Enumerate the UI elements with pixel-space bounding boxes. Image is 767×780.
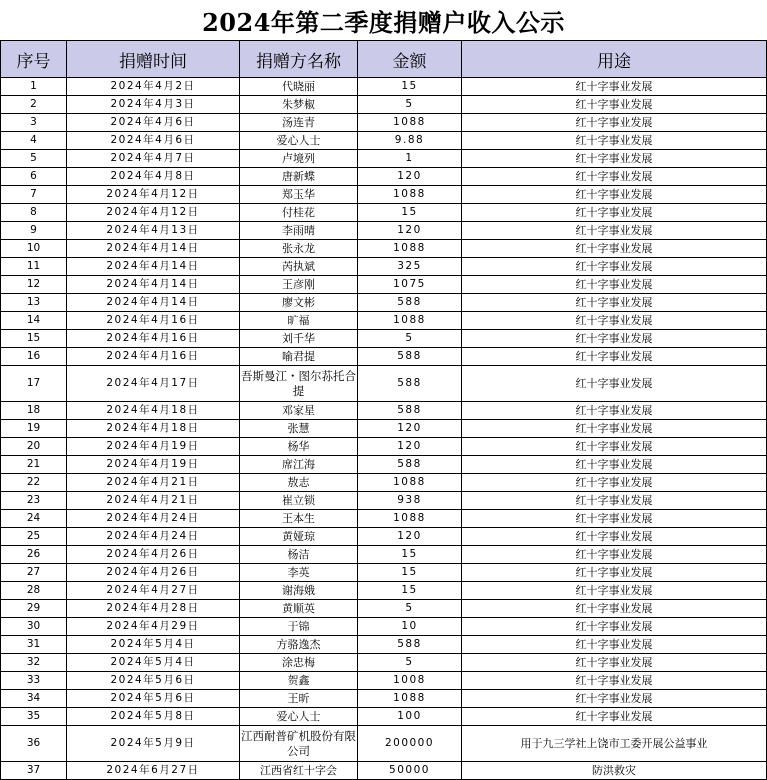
donation-date: 2024年4月27日 — [67, 582, 240, 600]
donation-amount: 1 — [358, 150, 462, 168]
donation-purpose: 红十字事业发展 — [462, 366, 767, 402]
donation-purpose: 红十字事业发展 — [462, 114, 767, 132]
donation-amount: 15 — [358, 78, 462, 96]
donation-amount: 1088 — [358, 474, 462, 492]
row-number: 24 — [1, 510, 67, 528]
donation-date: 2024年4月12日 — [67, 204, 240, 222]
donation-amount: 588 — [358, 366, 462, 402]
table-row — [1, 96, 767, 114]
donation-purpose: 红十字事业发展 — [462, 312, 767, 330]
donor-name: 唐新蝶 — [240, 168, 358, 186]
donation-purpose: 红十字事业发展 — [462, 474, 767, 492]
row-number: 18 — [1, 402, 67, 420]
row-number: 32 — [1, 654, 67, 672]
table-row — [1, 708, 767, 726]
row-number: 35 — [1, 708, 67, 726]
page-title: 2024年第二季度捐赠户收入公示 — [0, 0, 767, 41]
donation-amount: 5 — [358, 600, 462, 618]
donor-name: 黄顺英 — [240, 600, 358, 618]
donor-name: 邓家星 — [240, 402, 358, 420]
row-number: 31 — [1, 636, 67, 654]
donation-purpose: 红十字事业发展 — [462, 672, 767, 690]
table-row — [1, 762, 767, 780]
donation-date: 2024年4月16日 — [67, 330, 240, 348]
row-number: 6 — [1, 168, 67, 186]
donation-amount: 15 — [358, 546, 462, 564]
row-number: 9 — [1, 222, 67, 240]
donation-purpose: 红十字事业发展 — [462, 96, 767, 114]
donation-date: 2024年4月17日 — [67, 366, 240, 402]
donation-purpose: 红十字事业发展 — [462, 132, 767, 150]
table-row — [1, 150, 767, 168]
donation-purpose: 红十字事业发展 — [462, 330, 767, 348]
donor-name: 刘千华 — [240, 330, 358, 348]
donation-date: 2024年4月21日 — [67, 474, 240, 492]
donation-date: 2024年4月26日 — [67, 546, 240, 564]
table-row — [1, 690, 767, 708]
table-row — [1, 510, 767, 528]
donation-date: 2024年4月19日 — [67, 456, 240, 474]
donor-name: 涂忠梅 — [240, 654, 358, 672]
donation-date: 2024年5月9日 — [67, 726, 240, 762]
donation-date: 2024年4月21日 — [67, 492, 240, 510]
row-number: 17 — [1, 366, 67, 402]
donation-date: 2024年4月24日 — [67, 528, 240, 546]
donor-name: 谢海娥 — [240, 582, 358, 600]
table-row — [1, 78, 767, 96]
donation-purpose: 红十字事业发展 — [462, 78, 767, 96]
table-row — [1, 132, 767, 150]
donation-table — [0, 40, 767, 780]
donor-name: 李雨晴 — [240, 222, 358, 240]
donation-amount: 120 — [358, 420, 462, 438]
row-number: 3 — [1, 114, 67, 132]
table-row — [1, 240, 767, 258]
donation-date: 2024年5月4日 — [67, 654, 240, 672]
donor-name: 郑玉华 — [240, 186, 358, 204]
table-row — [1, 420, 767, 438]
donor-name: 张永龙 — [240, 240, 358, 258]
donation-date: 2024年4月14日 — [67, 276, 240, 294]
donation-purpose: 红十字事业发展 — [462, 150, 767, 168]
donor-name: 方骆逸杰 — [240, 636, 358, 654]
row-number: 8 — [1, 204, 67, 222]
row-number: 34 — [1, 690, 67, 708]
table-row — [1, 348, 767, 366]
donation-date: 2024年4月19日 — [67, 438, 240, 456]
donation-purpose: 红十字事业发展 — [462, 186, 767, 204]
donation-amount: 1008 — [358, 672, 462, 690]
table-row — [1, 474, 767, 492]
donation-amount: 588 — [358, 402, 462, 420]
donor-name: 喻君提 — [240, 348, 358, 366]
donation-amount: 15 — [358, 204, 462, 222]
row-number: 13 — [1, 294, 67, 312]
donor-name: 王本生 — [240, 510, 358, 528]
donation-purpose: 红十字事业发展 — [462, 546, 767, 564]
row-number: 12 — [1, 276, 67, 294]
donation-date: 2024年4月18日 — [67, 402, 240, 420]
donation-date: 2024年4月16日 — [67, 312, 240, 330]
table-row — [1, 636, 767, 654]
donation-amount: 5 — [358, 330, 462, 348]
donation-purpose: 红十字事业发展 — [462, 438, 767, 456]
donation-purpose: 红十字事业发展 — [462, 528, 767, 546]
donation-purpose: 红十字事业发展 — [462, 456, 767, 474]
donation-date: 2024年4月16日 — [67, 348, 240, 366]
donation-amount: 200000 — [358, 726, 462, 762]
table-row — [1, 726, 767, 762]
table-row — [1, 528, 767, 546]
donor-name: 江西耐普矿机股份有限公司 — [240, 726, 358, 762]
donation-amount: 588 — [358, 348, 462, 366]
donation-amount: 588 — [358, 636, 462, 654]
table-header-row — [1, 41, 767, 78]
donor-name: 旷福 — [240, 312, 358, 330]
table-row — [1, 546, 767, 564]
donor-name: 贺鑫 — [240, 672, 358, 690]
row-number: 14 — [1, 312, 67, 330]
donation-date: 2024年4月3日 — [67, 96, 240, 114]
donation-date: 2024年4月12日 — [67, 186, 240, 204]
row-number: 16 — [1, 348, 67, 366]
donation-purpose: 红十字事业发展 — [462, 636, 767, 654]
donation-amount: 5 — [358, 654, 462, 672]
donation-amount: 50000 — [358, 762, 462, 780]
row-number: 25 — [1, 528, 67, 546]
table-row — [1, 222, 767, 240]
table-row — [1, 564, 767, 582]
row-number: 36 — [1, 726, 67, 762]
table-row — [1, 456, 767, 474]
donor-name: 敖志 — [240, 474, 358, 492]
donation-amount: 1075 — [358, 276, 462, 294]
table-row — [1, 294, 767, 312]
table-row — [1, 672, 767, 690]
donation-purpose: 红十字事业发展 — [462, 564, 767, 582]
donor-name: 崔立锁 — [240, 492, 358, 510]
donation-date: 2024年5月8日 — [67, 708, 240, 726]
table-row — [1, 114, 767, 132]
donation-purpose: 红十字事业发展 — [462, 348, 767, 366]
donation-purpose: 红十字事业发展 — [462, 168, 767, 186]
donation-date: 2024年5月4日 — [67, 636, 240, 654]
donation-amount: 588 — [358, 456, 462, 474]
row-number: 4 — [1, 132, 67, 150]
table-row — [1, 276, 767, 294]
donation-purpose: 红十字事业发展 — [462, 420, 767, 438]
row-number: 1 — [1, 78, 67, 96]
donation-amount: 938 — [358, 492, 462, 510]
donation-date: 2024年5月6日 — [67, 672, 240, 690]
donation-date: 2024年5月6日 — [67, 690, 240, 708]
donor-name: 芮执斌 — [240, 258, 358, 276]
donation-purpose: 红十字事业发展 — [462, 690, 767, 708]
donation-date: 2024年4月26日 — [67, 564, 240, 582]
donation-purpose: 红十字事业发展 — [462, 600, 767, 618]
donation-amount: 15 — [358, 564, 462, 582]
table-row — [1, 402, 767, 420]
donation-date: 2024年4月13日 — [67, 222, 240, 240]
donation-purpose: 红十字事业发展 — [462, 276, 767, 294]
donation-date: 2024年4月14日 — [67, 294, 240, 312]
row-number: 29 — [1, 600, 67, 618]
donation-date: 2024年4月28日 — [67, 600, 240, 618]
table-row — [1, 204, 767, 222]
donation-purpose: 红十字事业发展 — [462, 402, 767, 420]
row-number: 11 — [1, 258, 67, 276]
donation-date: 2024年4月8日 — [67, 168, 240, 186]
donation-amount: 325 — [358, 258, 462, 276]
column-header-no: 序号 — [1, 41, 67, 78]
table-row — [1, 168, 767, 186]
donation-date: 2024年4月14日 — [67, 258, 240, 276]
donation-amount: 1088 — [358, 114, 462, 132]
table-row — [1, 492, 767, 510]
donation-date: 2024年4月6日 — [67, 132, 240, 150]
donor-name: 爱心人士 — [240, 132, 358, 150]
donor-name: 廖文彬 — [240, 294, 358, 312]
row-number: 26 — [1, 546, 67, 564]
row-number: 30 — [1, 618, 67, 636]
donor-name: 王昕 — [240, 690, 358, 708]
donation-amount: 10 — [358, 618, 462, 636]
row-number: 22 — [1, 474, 67, 492]
row-number: 28 — [1, 582, 67, 600]
donor-name: 席江海 — [240, 456, 358, 474]
row-number: 19 — [1, 420, 67, 438]
donor-name: 黄娅琼 — [240, 528, 358, 546]
row-number: 20 — [1, 438, 67, 456]
donor-name: 朱梦椒 — [240, 96, 358, 114]
donation-amount: 588 — [358, 294, 462, 312]
table-row — [1, 654, 767, 672]
row-number: 2 — [1, 96, 67, 114]
column-header-date: 捐赠时间 — [67, 41, 240, 78]
row-number: 10 — [1, 240, 67, 258]
donation-amount: 120 — [358, 222, 462, 240]
table-row — [1, 618, 767, 636]
donation-purpose: 红十字事业发展 — [462, 222, 767, 240]
donation-amount: 15 — [358, 582, 462, 600]
donation-amount: 9.88 — [358, 132, 462, 150]
row-number: 37 — [1, 762, 67, 780]
row-number: 27 — [1, 564, 67, 582]
donor-name: 汤连青 — [240, 114, 358, 132]
donor-name: 吾斯曼江・图尔荪托合提 — [240, 366, 358, 402]
donor-name: 卢境列 — [240, 150, 358, 168]
donor-name: 李英 — [240, 564, 358, 582]
donation-purpose: 红十字事业发展 — [462, 492, 767, 510]
donation-amount: 1088 — [358, 690, 462, 708]
donation-amount: 120 — [358, 168, 462, 186]
donation-date: 2024年4月6日 — [67, 114, 240, 132]
donor-name: 付桂花 — [240, 204, 358, 222]
row-number: 21 — [1, 456, 67, 474]
row-number: 5 — [1, 150, 67, 168]
table-row — [1, 330, 767, 348]
donation-date: 2024年4月18日 — [67, 420, 240, 438]
column-header-purpose: 用途 — [462, 41, 767, 78]
donor-name: 代晓丽 — [240, 78, 358, 96]
donor-name: 江西省红十字会 — [240, 762, 358, 780]
donation-purpose: 红十字事业发展 — [462, 708, 767, 726]
donor-name: 杨华 — [240, 438, 358, 456]
column-header-amount: 金额 — [358, 41, 462, 78]
donation-amount: 120 — [358, 438, 462, 456]
donation-purpose: 红十字事业发展 — [462, 258, 767, 276]
column-header-donor: 捐赠方名称 — [240, 41, 358, 78]
row-number: 23 — [1, 492, 67, 510]
row-number: 33 — [1, 672, 67, 690]
row-number: 15 — [1, 330, 67, 348]
donation-purpose: 红十字事业发展 — [462, 510, 767, 528]
table-body — [1, 78, 767, 780]
donation-date: 2024年4月7日 — [67, 150, 240, 168]
donor-name: 爱心人士 — [240, 708, 358, 726]
table-row — [1, 366, 767, 402]
donation-purpose: 红十字事业发展 — [462, 204, 767, 222]
donor-name: 张慧 — [240, 420, 358, 438]
donation-purpose: 红十字事业发展 — [462, 294, 767, 312]
donation-amount: 120 — [358, 528, 462, 546]
donation-date: 2024年6月27日 — [67, 762, 240, 780]
donation-amount: 1088 — [358, 312, 462, 330]
table-row — [1, 312, 767, 330]
donation-purpose: 红十字事业发展 — [462, 654, 767, 672]
donor-name: 于锦 — [240, 618, 358, 636]
table-row — [1, 582, 767, 600]
donation-date: 2024年4月14日 — [67, 240, 240, 258]
row-number: 7 — [1, 186, 67, 204]
donation-amount: 1088 — [358, 186, 462, 204]
donation-amount: 100 — [358, 708, 462, 726]
table-row — [1, 600, 767, 618]
table-row — [1, 186, 767, 204]
donation-purpose: 防洪救灾 — [462, 762, 767, 780]
donation-purpose: 红十字事业发展 — [462, 618, 767, 636]
donation-amount: 5 — [358, 96, 462, 114]
donation-amount: 1088 — [358, 240, 462, 258]
donation-date: 2024年4月29日 — [67, 618, 240, 636]
donation-date: 2024年4月24日 — [67, 510, 240, 528]
table-row — [1, 438, 767, 456]
donor-name: 王彦刚 — [240, 276, 358, 294]
donation-amount: 1088 — [358, 510, 462, 528]
donation-purpose: 用于九三学社上饶市工委开展公益事业 — [462, 726, 767, 762]
donation-purpose: 红十字事业发展 — [462, 582, 767, 600]
table-row — [1, 258, 767, 276]
donation-purpose: 红十字事业发展 — [462, 240, 767, 258]
donor-name: 杨洁 — [240, 546, 358, 564]
donation-date: 2024年4月2日 — [67, 78, 240, 96]
